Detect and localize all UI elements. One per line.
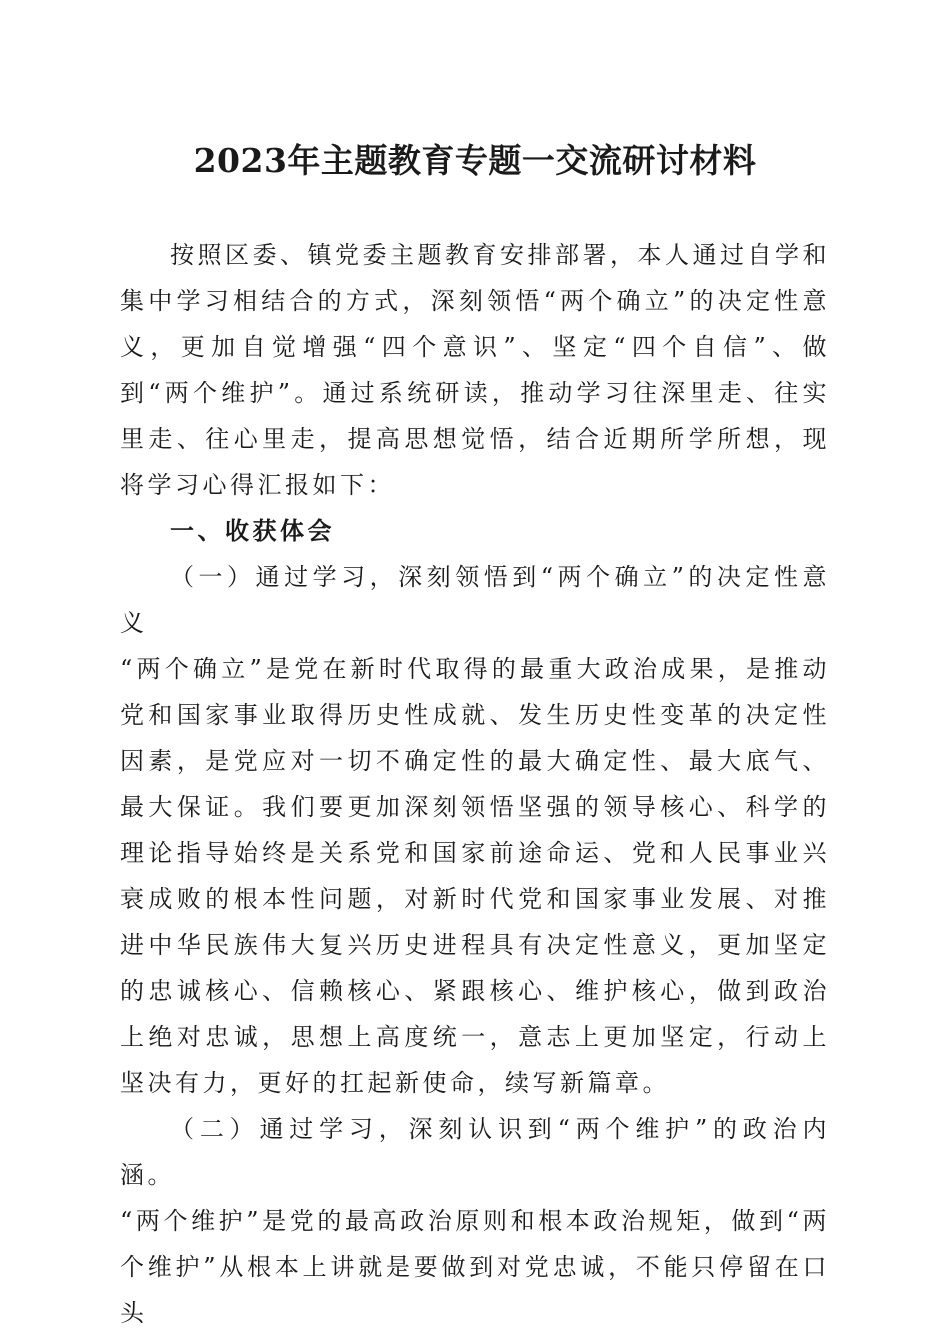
intro-paragraph: 按照区委、镇党委主题教育安排部署，本人通过自学和集中学习相结合的方式，深刻领悟“两个确立”的决定性意义，更加自觉增强“四个意识”、坚定“四个自信”、做到“两个维护”。通过系统研读，推动学习往深里走、往实里走、往心里走，提高思想觉悟，结合近期所学所想，现将学习心得汇报如下： (120, 241, 830, 499)
subsection-heading-2: （二）通过学习，深刻认识到“两个维护”的政治内涵。 (120, 1115, 830, 1189)
subsection-paragraph-2: “两个维护”是党的最高政治原则和根本政治规矩，做到“两个维护”从根本上讲就是要做到对党忠诚，不能只停留在口头 (120, 1207, 830, 1327)
document-body (120, 232, 830, 1336)
section-heading: 一、收获体会 (170, 516, 335, 545)
document-title: 2023年主题教育专题一交流研讨材料 (193, 141, 757, 180)
subsection-paragraph-1: “两个确立”是党在新时代取得的最重大政治成果，是推动党和国家事业取得历史性成就、发生历史性变革的决定性因素，是党应对一切不确定性的最大确定性、最大底气、最大保证。我们要更加深刻领悟坚强的领导核心、科学的理论指导始终是关系党和国家前途命运、党和人民事业兴衰成败的根本性问题，对新时代党和国家事业发展、对推进中华民族伟大复兴历史进程具有决定性意义，更加坚定的忠诚核心、信赖核心、紧跟核心、维护核心，做到政治上绝对忠诚，思想上高度统一，意志上更加坚定，行动上坚决有力，更好的扛起新使命，续写新篇章。 (120, 655, 830, 1097)
subsection-heading-1: （一）通过学习，深刻领悟到“两个确立”的决定性意义 (120, 563, 830, 637)
